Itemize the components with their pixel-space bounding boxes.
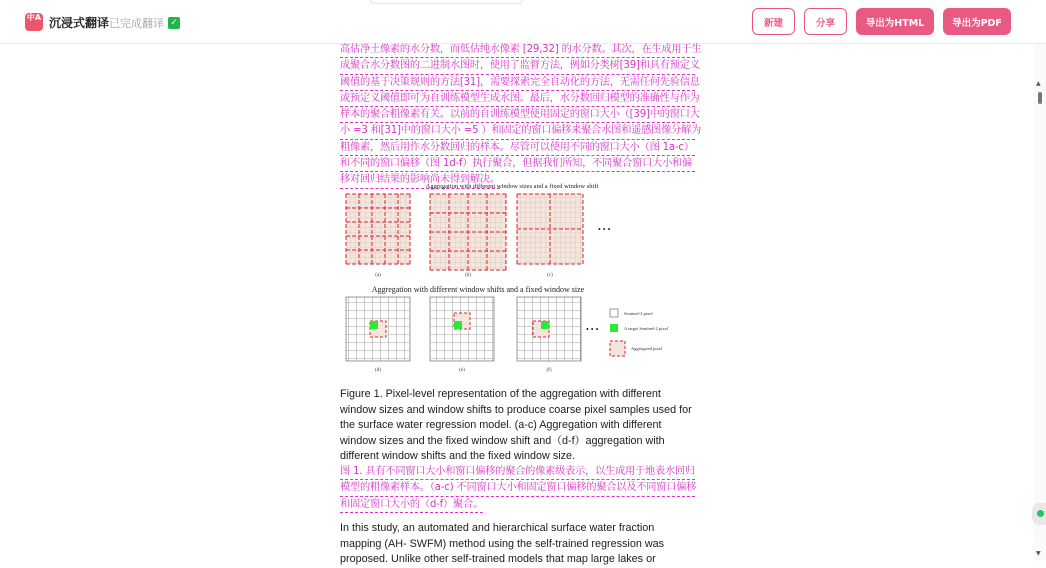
text-line: 和固定窗口大小的（d-f）聚合。 <box>340 497 483 513</box>
text-line: 移对回归结果的影响尚未得到解决。 <box>340 172 500 188</box>
text-line: 或预定义阈值即可为自训练模型生成水图。最后，水分数回归模型的准确性与作为 <box>340 91 695 107</box>
text-line: 图 1. 具有不同窗口大小和窗口偏移的聚合的像素级表示，以生成用于地表水回归 <box>340 464 695 480</box>
panel-b <box>430 194 506 270</box>
vertical-scrollbar[interactable] <box>1034 44 1046 561</box>
scroll-thumb[interactable] <box>1038 92 1042 104</box>
share-button[interactable]: 分享 <box>804 8 847 35</box>
panel-a <box>346 194 410 264</box>
text-line: 高估净土像素的水分数，而低估纯水像素 [29,32] 的水分数。其次，在生成用于生 <box>340 42 695 58</box>
floating-widget-dot-icon <box>1037 510 1044 517</box>
text-line: window sizes and the fixed window shift and（d-f）aggregation with <box>340 434 665 447</box>
text-line: window sizes and window shifts to produce coarse pixel samples used for <box>340 403 692 416</box>
status-text: 已完成翻译 <box>109 17 164 30</box>
figure-title-bottom: Aggregation with different window shifts and a fixed window size <box>371 285 585 294</box>
text-line: 和不同的窗口偏移（图 1d-f）执行聚合，但据我们所知，不同聚合窗口大小和偏 <box>340 156 695 172</box>
label-b: (b) <box>465 273 471 278</box>
text-line: the surface water regression model. (a-c) Aggregation with different <box>340 419 662 432</box>
export-html-button[interactable]: 导出为HTML <box>856 8 934 35</box>
legend-aggregated-pixel: Aggregated pixel <box>631 346 663 351</box>
app-header <box>0 0 1046 44</box>
figure-title-top: Aggregation with different window sizes and a fixed window shift <box>425 183 599 190</box>
scroll-up-icon[interactable]: ▲ <box>1036 80 1041 87</box>
text-line: In this study, an automated and hierarchical surface water fraction <box>340 522 655 534</box>
label-a: (a) <box>375 273 381 278</box>
text-line: 粗像素，然后用作水分数回归的样本。尽管可以使用不同的窗口大小（图 1a-c） <box>340 140 695 156</box>
paragraph-translation <box>340 42 702 189</box>
panel-c <box>517 194 583 264</box>
figure-legend <box>610 309 669 356</box>
translation-status <box>109 15 180 31</box>
panel-e <box>430 297 494 361</box>
text-line: proposed. Unlike other self-trained models that map large lakes or <box>340 553 656 566</box>
label-c: (c) <box>547 273 553 278</box>
export-pdf-button[interactable]: 导出为PDF <box>943 8 1011 35</box>
legend-target-pixel: A target Sentinel-2 pixel <box>624 326 669 331</box>
figure-1 <box>340 182 696 377</box>
top-drop-tab[interactable] <box>370 0 523 4</box>
panel-f <box>517 297 581 361</box>
app-title: 沉浸式翻译 <box>49 16 110 30</box>
label-e: (e) <box>459 368 465 373</box>
text-line: 阈值的基于决策规则的方法[31]，需要探索完全自动化的方法，无需任何先验信息 <box>340 75 695 91</box>
text-line: 样本的聚合粗像素有关。以前的自训练模型使用固定的窗口大小（[39]中的窗口大 <box>340 107 695 123</box>
ellipsis-top: • • • <box>598 225 611 234</box>
ellipsis-bottom: • • • <box>586 325 599 334</box>
check-icon: ✓ <box>168 17 180 29</box>
scroll-down-icon[interactable]: ▼ <box>1036 550 1041 557</box>
text-line: Figure 1. Pixel-level representation of the aggregation with different <box>340 388 661 400</box>
panel-d <box>346 297 410 361</box>
label-f: (f) <box>546 368 552 373</box>
app-logo: 中A <box>25 13 43 31</box>
text-line: 小 =3 和[31]中的窗口大小 =5 ）和固定的窗口偏移来聚合水图和遥感图像分解为 <box>340 123 695 139</box>
text-line: different window shifts and the fixed window size. <box>340 450 576 463</box>
legend-sentinel-pixel: Sentinel-2 pixel <box>624 311 653 316</box>
text-line: 模型的粗像素样本。（a-c) 不同窗口大小和固定窗口偏移的聚合以及不同窗口偏移 <box>340 480 695 496</box>
figure-caption-translation <box>340 464 695 513</box>
figure-caption-en <box>340 387 695 465</box>
text-line: 成聚合水分数图的二进制水图时，使用了监督方法，例如分类树[39]和具有预定义 <box>340 58 695 74</box>
new-button[interactable]: 新建 <box>752 8 795 35</box>
label-d: (d) <box>375 368 381 373</box>
text-line: mapping (AH- SWFM) method using the self-trained regression was <box>340 537 665 550</box>
